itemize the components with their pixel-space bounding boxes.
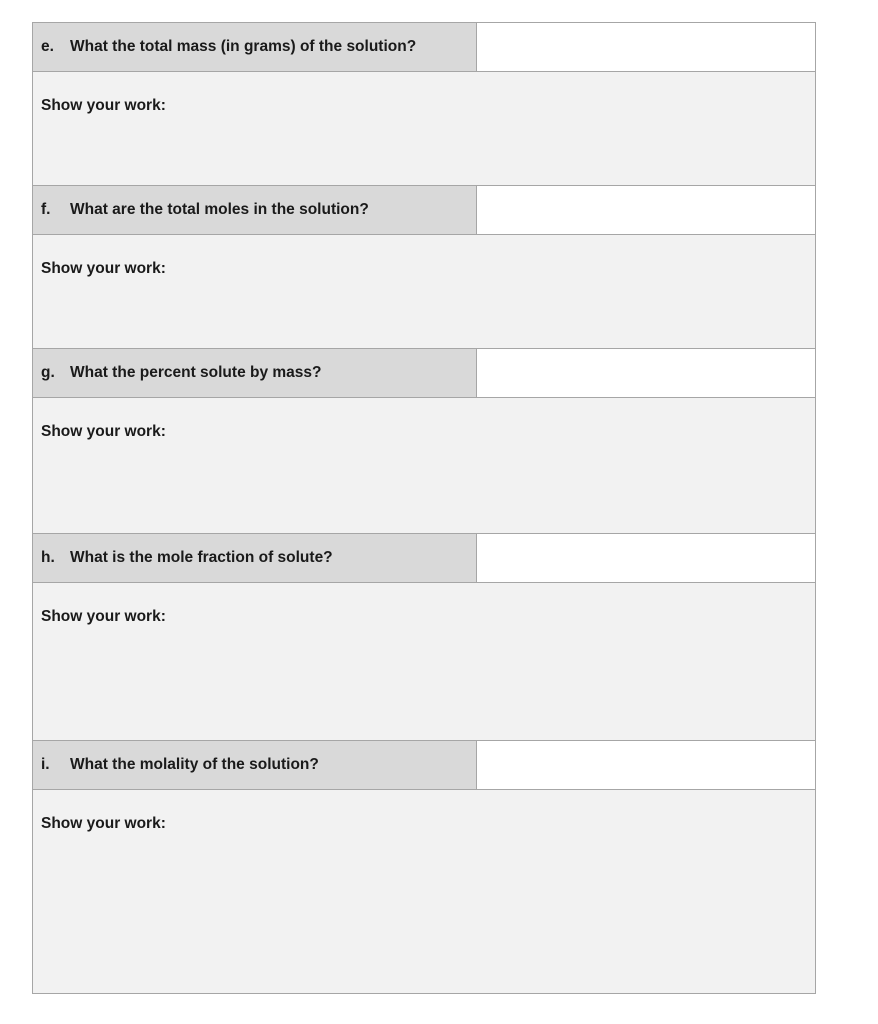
question-letter: e. [41,38,54,55]
question-letter: f. [41,201,51,218]
answer-field-i[interactable] [477,741,816,789]
question-prompt-f [33,186,477,234]
answer-field-h[interactable] [477,534,816,582]
question-prompt-i [33,741,477,789]
answer-field-f[interactable] [477,186,816,234]
worksheet-table [32,22,816,994]
answer-field-e[interactable] [477,23,816,71]
question-text: What is the mole fraction of solute? [70,549,333,566]
work-label: Show your work: [41,260,166,277]
work-area-e[interactable] [33,72,816,186]
work-area-g[interactable] [33,398,816,534]
work-label: Show your work: [41,608,166,625]
question-text: What are the total moles in the solution? [70,201,369,218]
question-prompt-e [33,23,477,71]
question-text: What the percent solute by mass? [70,364,322,381]
work-label: Show your work: [41,97,166,114]
question-text: What the molality of the solution? [70,756,319,773]
work-area-i[interactable] [33,790,816,994]
answer-field-g[interactable] [477,349,816,397]
question-prompt-g [33,349,477,397]
question-row-h [33,534,816,583]
question-row-g [33,349,816,398]
question-row-i [33,741,816,790]
question-letter: h. [41,549,55,566]
question-prompt-h [33,534,477,582]
question-row-e [33,23,816,72]
work-label: Show your work: [41,423,166,440]
work-area-h[interactable] [33,583,816,741]
question-letter: i. [41,756,50,773]
work-area-f[interactable] [33,235,816,349]
question-letter: g. [41,364,55,381]
question-row-f [33,186,816,235]
question-text: What the total mass (in grams) of the solution? [70,38,417,55]
work-label: Show your work: [41,815,166,832]
